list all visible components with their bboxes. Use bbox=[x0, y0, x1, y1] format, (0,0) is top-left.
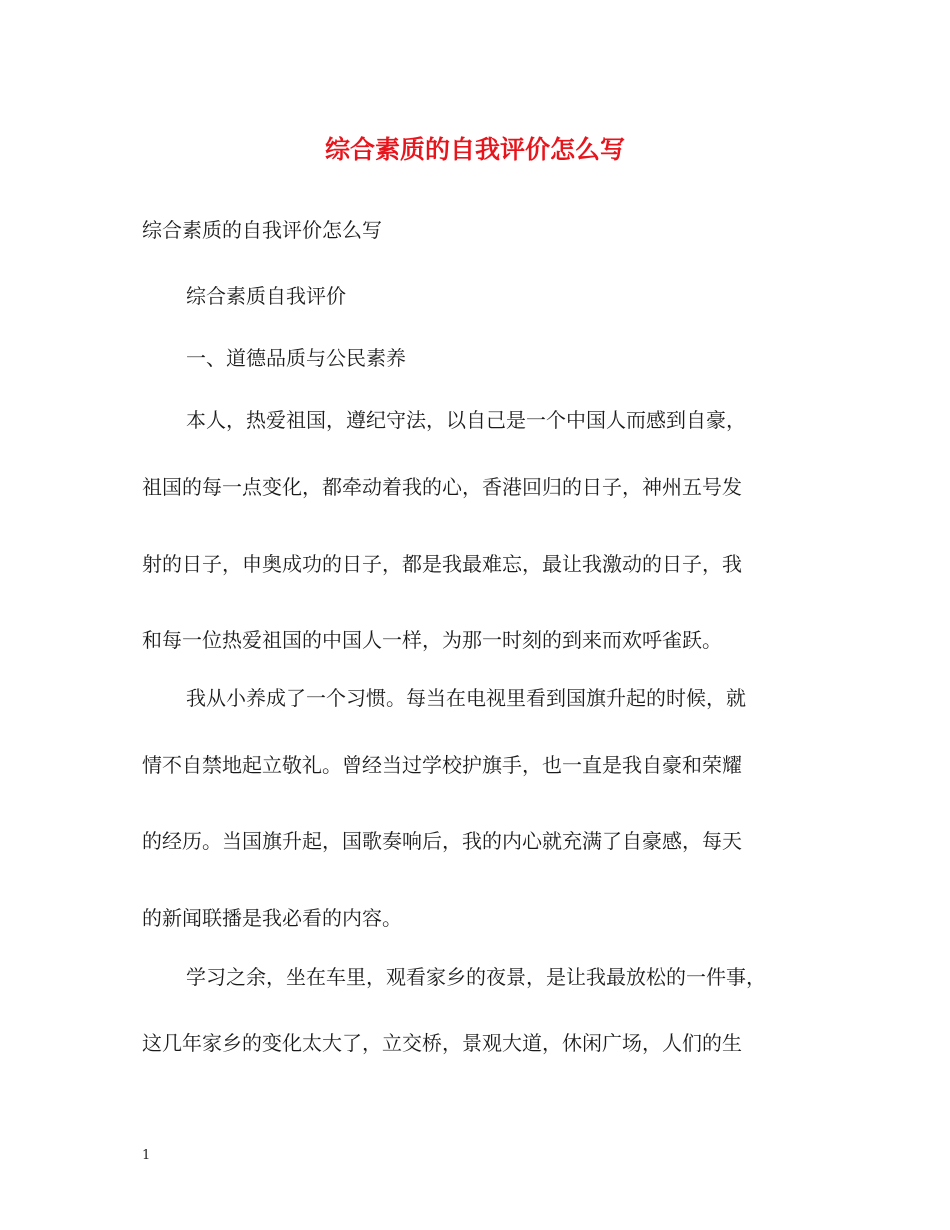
paragraph-line: 本人，热爱祖国，遵纪守法，以自己是一个中国人而感到自豪， bbox=[186, 408, 746, 432]
section-heading: 综合素质自我评价 bbox=[186, 284, 346, 308]
document-title: 综合素质的自我评价怎么写 bbox=[324, 135, 625, 164]
page-number: 1 bbox=[142, 1148, 151, 1163]
paragraph-line: 的经历。当国旗升起，国歌奏响后，我的内心就充满了自豪感，每天 bbox=[142, 829, 742, 853]
paragraph-line: 我从小养成了一个习惯。每当在电视里看到国旗升起的时候，就 bbox=[186, 686, 746, 710]
paragraph-line: 的新闻联播是我必看的内容。 bbox=[142, 906, 402, 930]
subtitle-line: 综合素质的自我评价怎么写 bbox=[142, 218, 382, 242]
section-heading-moral: 一、道德品质与公民素养 bbox=[186, 346, 406, 370]
paragraph-line: 和每一位热爱祖国的中国人一样，为那一时刻的到来而欢呼雀跃。 bbox=[142, 628, 722, 652]
paragraph-line: 这几年家乡的变化太大了，立交桥，景观大道，休闲广场，人们的生 bbox=[142, 1031, 742, 1055]
paragraph-line: 祖国的每一点变化，都牵动着我的心，香港回归的日子，神州五号发 bbox=[142, 475, 742, 499]
paragraph-line: 情不自禁地起立敬礼。曾经当过学校护旗手，也一直是我自豪和荣耀 bbox=[142, 753, 742, 777]
paragraph-line: 学习之余，坐在车里，观看家乡的夜景，是让我最放松的一件事， bbox=[186, 965, 766, 989]
paragraph-line: 射的日子，申奥成功的日子，都是我最难忘，最让我激动的日子，我 bbox=[142, 552, 742, 576]
